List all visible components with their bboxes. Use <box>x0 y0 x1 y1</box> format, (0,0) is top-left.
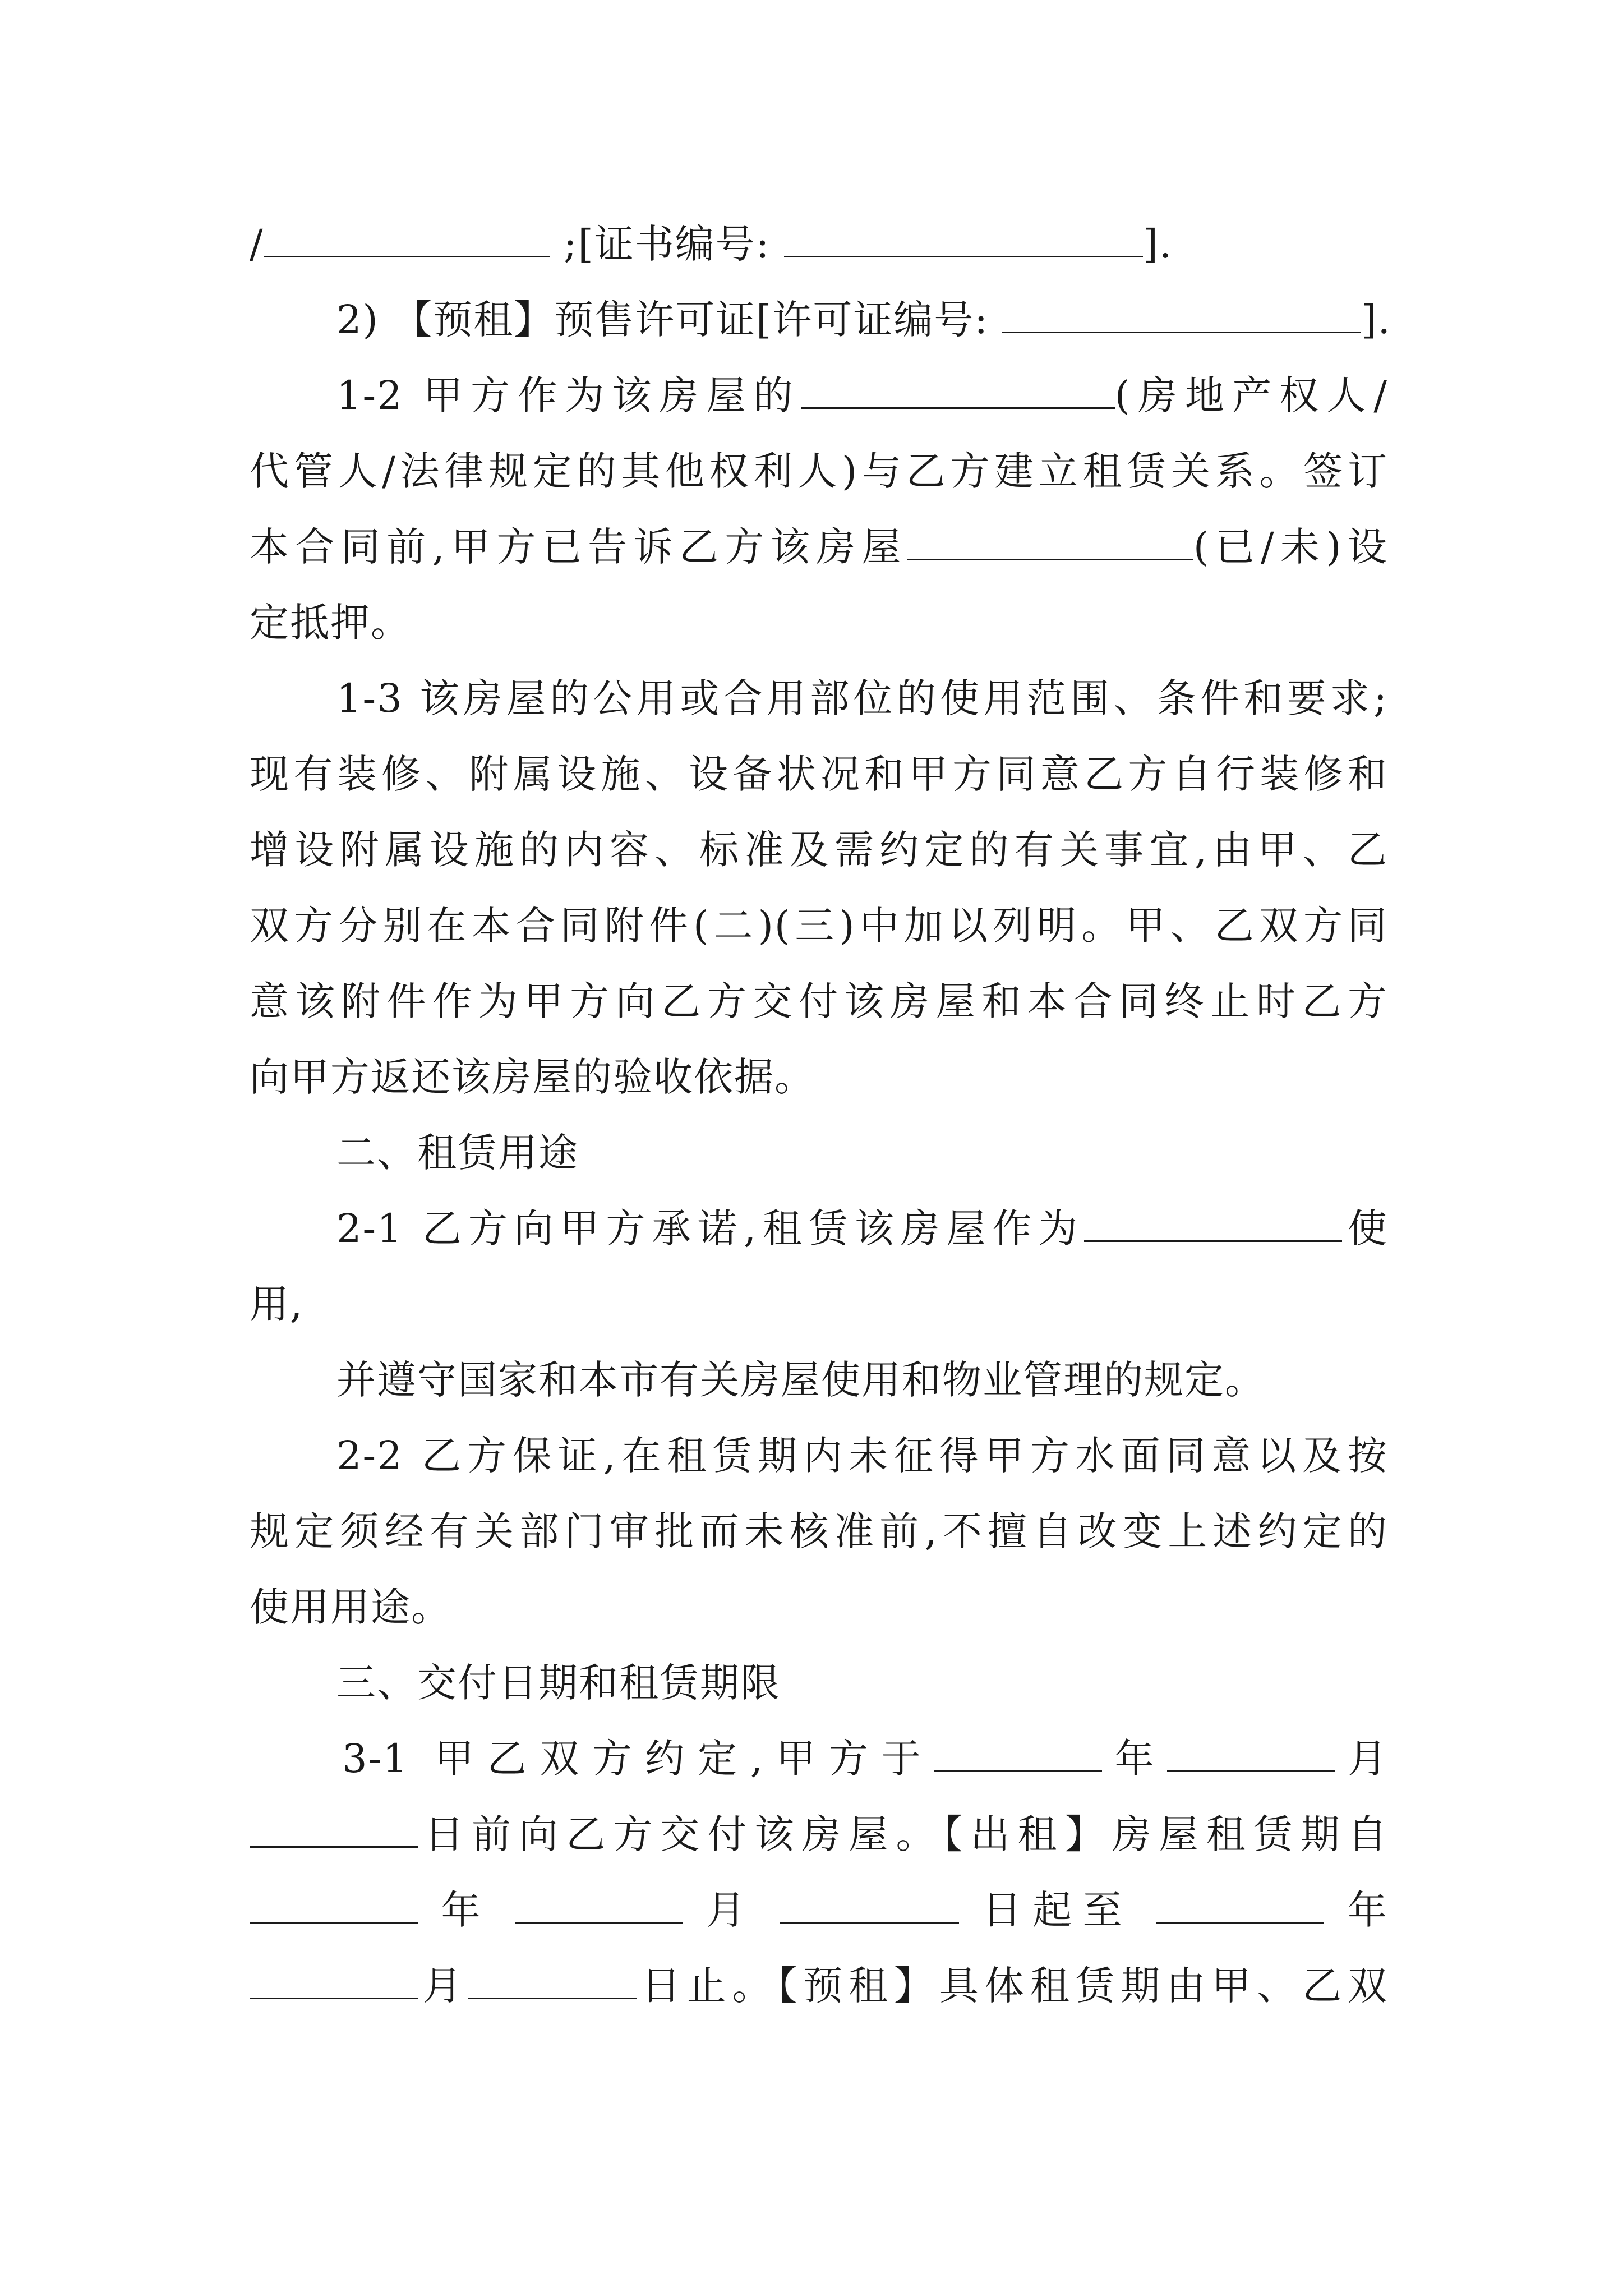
text-line-22 <box>250 1809 1388 1860</box>
text-fragment: 2-1 乙方向甲方承诺,租赁该房屋作为 <box>336 1205 1085 1251</box>
text-fragment: 使 <box>1342 1205 1388 1251</box>
section-heading-2: 二、租赁用途 <box>336 1130 579 1176</box>
blank-field <box>250 1888 418 1924</box>
text-fragment: 月 <box>1335 1736 1388 1782</box>
text-line-1 <box>250 219 1388 269</box>
text-fragment: (已/未)设 <box>1193 524 1388 570</box>
text-fragment: 月 <box>706 1887 757 1933</box>
blank-field <box>468 1964 637 1999</box>
text-fragment: / <box>250 221 264 267</box>
blank-field <box>515 1888 683 1924</box>
text-fragment: (房地产权人/ <box>1114 372 1388 418</box>
text-line-19: 使用用途。 <box>250 1584 451 1630</box>
blank-field <box>780 1888 959 1924</box>
text-line-16: 并遵守国家和本市有关房屋使用和物业管理的规定。 <box>336 1357 1265 1403</box>
text-fragment: 3-1 甲乙双方约定,甲方于 <box>342 1736 934 1782</box>
blank-field <box>250 1964 418 1999</box>
text-fragment: ]. <box>1142 221 1173 267</box>
text-line-12: 向甲方返还该房屋的验收依据。 <box>250 1054 815 1100</box>
text-line-5 <box>250 522 1388 572</box>
text-line-17: 2-2 乙方保证,在租赁期内未征得甲方水面同意以及按 <box>336 1433 1388 1479</box>
blank-field <box>264 222 550 257</box>
text-line-23 <box>250 1885 1388 1935</box>
text-line-2 <box>336 295 1391 345</box>
blank-field <box>1002 298 1361 333</box>
text-line-21 <box>342 1733 1388 1784</box>
text-fragment: 1-2 甲方作为该房屋的 <box>336 372 801 418</box>
text-fragment: 日止。【预租】具体租赁期由甲、乙双 <box>636 1963 1388 2009</box>
blank-field <box>934 1737 1102 1772</box>
text-line-15: 用, <box>250 1281 304 1327</box>
text-line-4: 代管人/法律规定的其他权利人)与乙方建立租赁关系。签订 <box>250 448 1388 494</box>
text-line-18: 规定须经有关部门审批而未核准前,不擅自改变上述约定的 <box>250 1508 1388 1554</box>
blank-field <box>1156 1888 1324 1924</box>
text-fragment: 本合同前,甲方已告诉乙方该房屋 <box>250 524 907 570</box>
text-fragment: 月 <box>418 1963 468 2009</box>
text-line-9: 增设附属设施的内容、标准及需约定的有关事宜,由甲、乙 <box>250 827 1388 873</box>
blank-field <box>1167 1737 1335 1772</box>
blank-field <box>250 1812 418 1848</box>
text-line-10: 双方分别在本合同附件(二)(三)中加以列明。甲、乙双方同 <box>250 903 1388 949</box>
blank-field <box>784 222 1143 257</box>
text-fragment: 年 <box>1348 1887 1388 1933</box>
text-fragment: ]. <box>1361 297 1391 343</box>
text-line-14 <box>336 1203 1388 1254</box>
text-line-8: 现有装修、附属设施、设备状况和甲方同意乙方自行装修和 <box>250 751 1388 797</box>
text-line-24 <box>250 1961 1388 2011</box>
text-line-6: 定抵押。 <box>250 600 411 646</box>
text-fragment: 年 <box>441 1887 491 1933</box>
text-line-7: 1-3 该房屋的公用或合用部位的使用范围、条件和要求; <box>336 675 1388 721</box>
text-fragment: 年 <box>1102 1736 1168 1782</box>
blank-field <box>1084 1207 1342 1242</box>
text-line-3 <box>336 370 1388 421</box>
blank-field <box>801 374 1115 409</box>
text-fragment: 2) 【预租】预售许可证[许可证编号: <box>336 297 989 343</box>
section-heading-3: 三、交付日期和租赁期限 <box>336 1660 781 1706</box>
text-line-11: 意该附件作为甲方向乙方交付该房屋和本合同终止时乙方 <box>250 978 1388 1024</box>
text-fragment: 日前向乙方交付该房屋。【出租】房屋租赁期自 <box>418 1811 1388 1857</box>
text-fragment: 日起至 <box>982 1887 1133 1933</box>
blank-field <box>907 525 1193 560</box>
text-fragment: ;[证书编号: <box>563 221 771 267</box>
